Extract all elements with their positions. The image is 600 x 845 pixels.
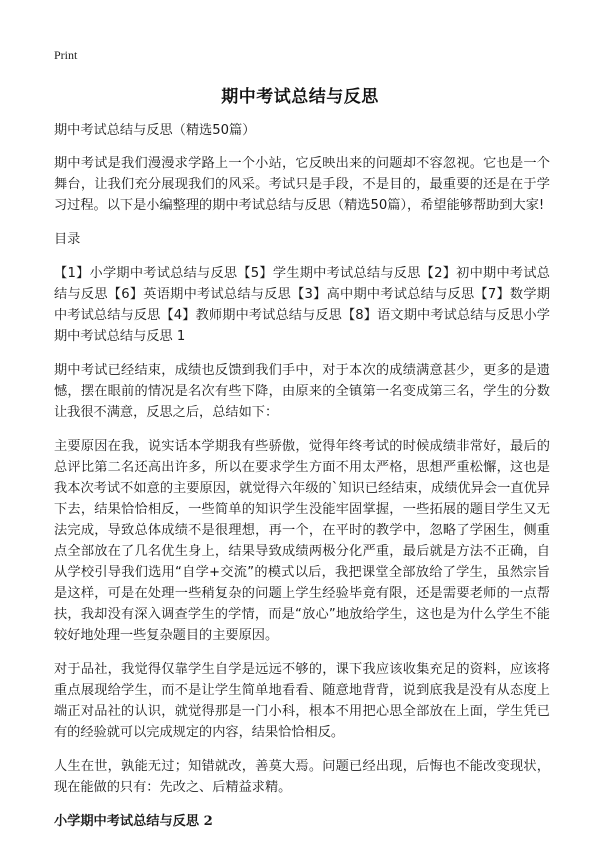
- document-subtitle: 期中考试总结与反思（精选50篇）: [54, 123, 256, 138]
- toc-list[interactable]: 【1】小学期中考试总结与反思【5】学生期中考试总结与反思【2】初中期中考试总结与反思【6】英语期中考试总结与反思【3】高中期中考试总结与反思【7】数学期中考试总结与反思【4】教师期中考试总结与反思【8】语文期中考试总结与反思小学期中考试总结与反思 1: [54, 266, 550, 344]
- body-paragraph: 对于品社，我觉得仅靠学生自学是远远不够的，课下我应该收集充足的资料，应该将重点展现给学生，而不是让学生简单地看看、随意地背背，说到底我是没有从态度上端正对品社的认识，就觉得那是一门小科，根本不用把心思全部放在上面，学生凭已有的经验就可以完成规定的内容，结果恰恰相反。: [54, 662, 550, 740]
- toc-heading: 目录: [54, 232, 81, 247]
- document-body: [54, 120, 550, 845]
- document-title: 期中考试总结与反思: [221, 87, 379, 107]
- intro-paragraph: 期中考试是我们漫漫求学路上一个小站，它反映出来的问题却不容忽视。它也是一个舞台，让我们充分展现我们的风采。考试只是手段，不是目的，最重要的还是在于学习过程。以下是小编整理的期中考试总结与反思（精选50篇），希望能够帮助到大家!: [54, 156, 550, 213]
- section-heading: 小学期中考试总结与反思 2: [54, 814, 213, 829]
- body-paragraph: 期中考试已经结束，成绩也反馈到我们手中，对于本次的成绩满意甚少，更多的是遗憾，摆在眼前的情况是名次有些下降，由原来的全镇第一名变成第三名，学生的分数让我很不满意，反思之后，总结如下：: [54, 363, 550, 420]
- print-label[interactable]: Print: [54, 48, 78, 62]
- body-paragraph: 主要原因在我，说实话本学期我有些骄傲，觉得年终考试的时候成绩非常好，最后的总评比第二名还高出许多，所以在要求学生方面不用太严格，思想严重松懈，这也是我本次考试不如意的主要原因，就觉得六年级的`知识已经结束，成绩优异会一直优异下去，结果恰恰相反，一些简单的知识学生没能牢固掌握，一些拓展的题目学生又无法完成，导致总体成绩不是很理想，再一个，在平时的教学中，忽略了学困生，侧重点全部放在了几名优生身上，结果导致成绩两极分化严重，最后就是方法不正确，自从学校引导我们选用“自学+交流”的模式以后，我把课堂全部放给了学生，虽然宗旨是这样，可是在处理一些稍复杂的问题上学生经验毕竟有限，还是需要老师的一点帮扶，我却没有深入调查学生的学情，而是“放心”地放给学生，这也是为什么学生不能较好地处理一些复杂题目的主要原因。: [54, 439, 550, 643]
- body-paragraph: 人生在世，孰能无过；知错就改，善莫大焉。问题已经出现，后悔也不能改变现状，现在能做的只有：先改之、后精益求精。: [54, 759, 550, 795]
